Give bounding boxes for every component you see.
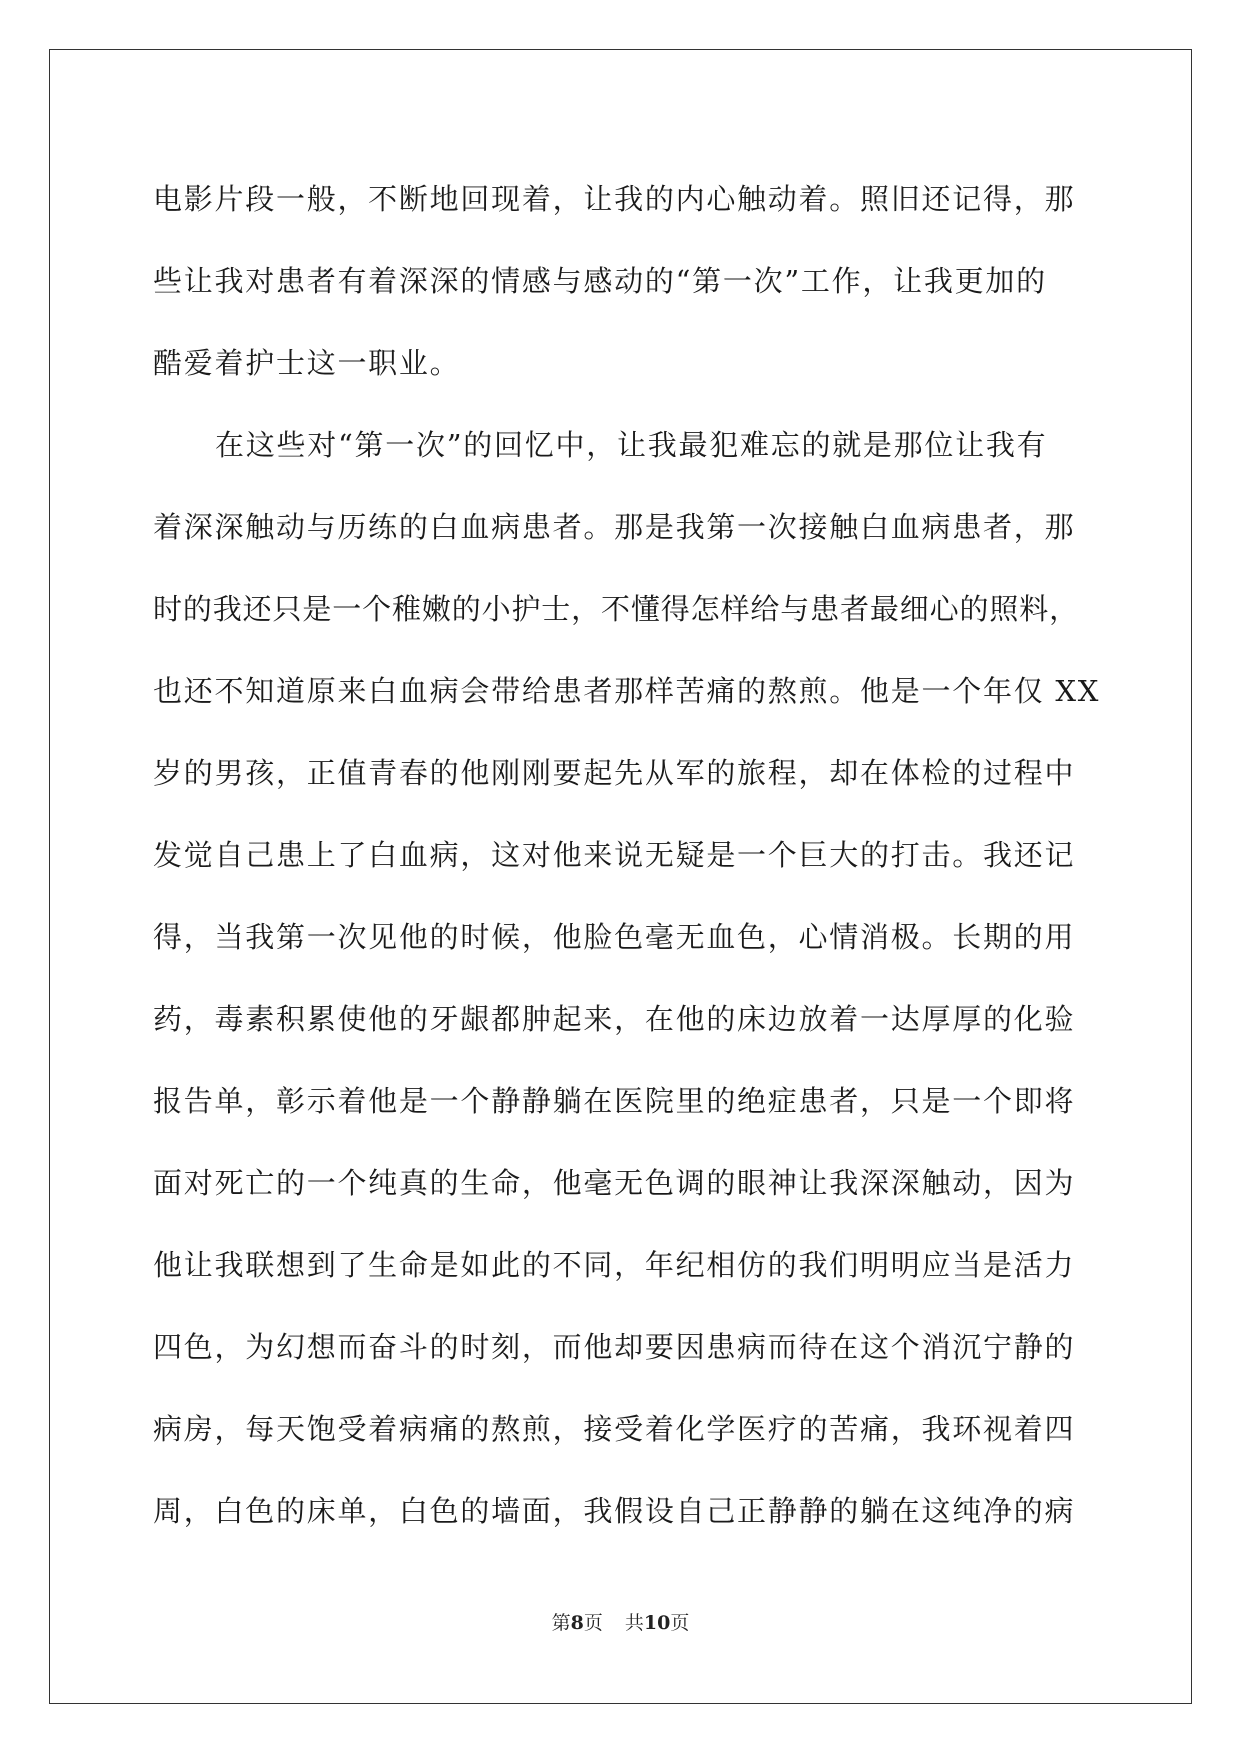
text-line: 病房，每天饱受着病痛的熬煎，接受着化学医疗的苦痛，我环视着四 [153, 1412, 1076, 1446]
text-line: 他让我联想到了生命是如此的不同，年纪相仿的我们明明应当是活力 [153, 1248, 1076, 1282]
text-line: 面对死亡的一个纯真的生命，他毫无色调的眼神让我深深触动，因为 [153, 1166, 1076, 1200]
text-line: 些让我对患者有着深深的情感与感动的“第一次”工作，让我更加的 [153, 264, 1047, 298]
text-line: 时的我还只是一个稚嫩的小护士，不懂得怎样给与患者最细心的照料， [153, 592, 1079, 626]
text-line: 药，毒素积累使他的牙龈都肿起来，在他的床边放着一达厚厚的化验 [153, 1002, 1076, 1036]
text-line: 电影片段一般，不断地回现着，让我的内心触动着。照旧还记得，那 [153, 182, 1076, 216]
text-line: 着深深触动与历练的白血病患者。那是我第一次接触白血病患者，那 [153, 510, 1076, 544]
document-body [153, 158, 1103, 1552]
current-page-number: 8 [570, 1612, 584, 1634]
text-line: 四色，为幻想而奋斗的时刻，而他却要因患病而待在这个消沉宁静的 [153, 1330, 1076, 1364]
text-line: 岁的男孩，正值青春的他刚刚要起先从军的旅程，却在体检的过程中 [153, 756, 1076, 790]
paragraph-first-line: 在这些对“第一次”的回忆中，让我最犯难忘的就是那位让我有 [215, 428, 1048, 462]
page-footer [0, 1608, 1241, 1635]
total-unit: 页 [670, 1612, 690, 1634]
total-page-count: 10 [643, 1612, 671, 1634]
text-line: 得，当我第一次见他的时候，他脸色毫无血色，心情消极。长期的用 [153, 920, 1076, 954]
text-line: 酷爱着护士这一职业。 [153, 346, 461, 380]
page-unit: 页 [583, 1612, 603, 1634]
page-prefix: 第 [551, 1612, 571, 1634]
text-line: 报告单，彰示着他是一个静静躺在医院里的绝症患者，只是一个即将 [153, 1084, 1076, 1118]
text-line: 周，白色的床单，白色的墙面，我假设自己正静静的躺在这纯净的病 [153, 1494, 1076, 1528]
total-prefix: 共 [624, 1612, 644, 1634]
text-line: 也还不知道原来白血病会带给患者那样苦痛的熬煎。他是一个年仅 XX [153, 674, 1101, 708]
text-line: 发觉自己患上了白血病，这对他来说无疑是一个巨大的打击。我还记 [153, 838, 1076, 872]
